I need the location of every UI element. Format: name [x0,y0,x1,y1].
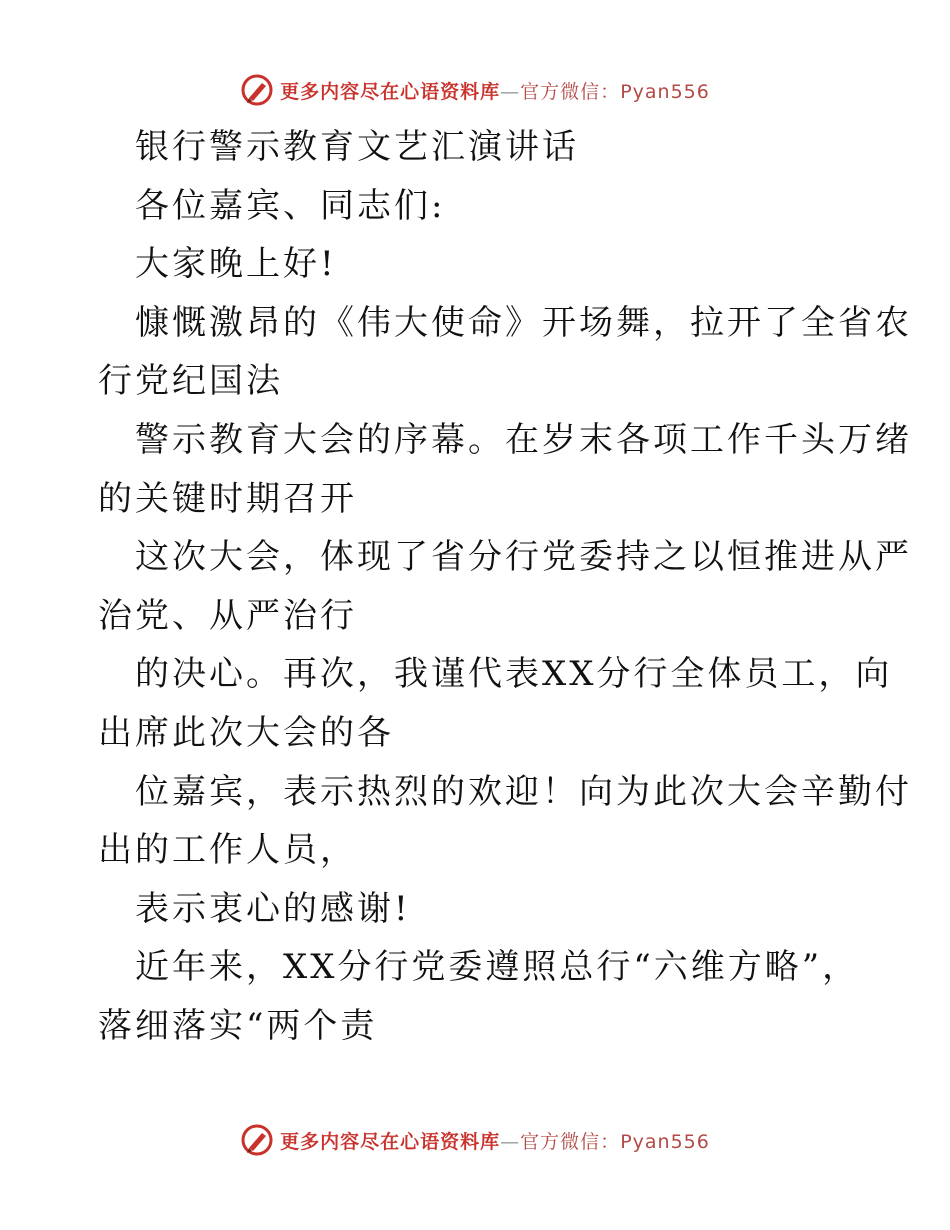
paragraph-line: 出的工作人员， [98,830,357,871]
watermark-separator: — [500,80,521,103]
footer-watermark [0,1120,950,1160]
paragraph-line: 这次大会，体现了省分行党委持之以恒推进从严 [135,537,912,578]
watermark-brand: 更多内容尽在心语资料库 [280,80,501,103]
watermark-brand: 更多内容尽在心语资料库 [280,1130,501,1153]
salutation: 各位嘉宾、同志们: [135,185,446,226]
watermark-wechat-id: Pyan556 [620,1130,710,1153]
watermark-separator: — [500,1130,521,1153]
greeting: 大家晚上好! [135,244,337,285]
watermark-wechat-id: Pyan556 [620,80,710,103]
paragraph-line: 落细落实“两个责 [98,1005,378,1046]
paragraph-line: 警示教育大会的序幕。在岁末各项工作千头万绪 [135,419,912,460]
watermark-official: 官方微信： [520,1130,621,1153]
watermark-official: 官方微信： [520,80,621,103]
paragraph-line: 位嘉宾，表示热烈的欢迎！向为此次大会辛勤付 [135,771,912,812]
paragraph-line: 的决心。再次，我谨代表XX分行全体员工，向 [135,654,893,695]
paragraph-line: 慷慨激昂的《伟大使命》开场舞，拉开了全省农 [135,302,912,343]
watermark-text [280,77,710,104]
paragraph-line: 行党纪国法 [98,361,283,402]
paragraph-line: 治党、从严治行 [98,595,357,636]
pen-logo-icon [240,73,274,107]
document-title: 银行警示教育文艺汇演讲话 [135,127,579,167]
pen-logo-icon [240,1123,274,1157]
paragraph-line: 出席此次大会的各 [98,712,394,753]
paragraph-line: 的关键时期召开 [98,478,357,519]
header-watermark [0,70,950,110]
document-body [98,118,912,1056]
paragraph-line: 表示衷心的感谢! [135,888,411,929]
watermark-text [280,1127,710,1154]
paragraph-line: 近年来，XX分行党委遵照总行“六维方略”， [135,947,860,988]
